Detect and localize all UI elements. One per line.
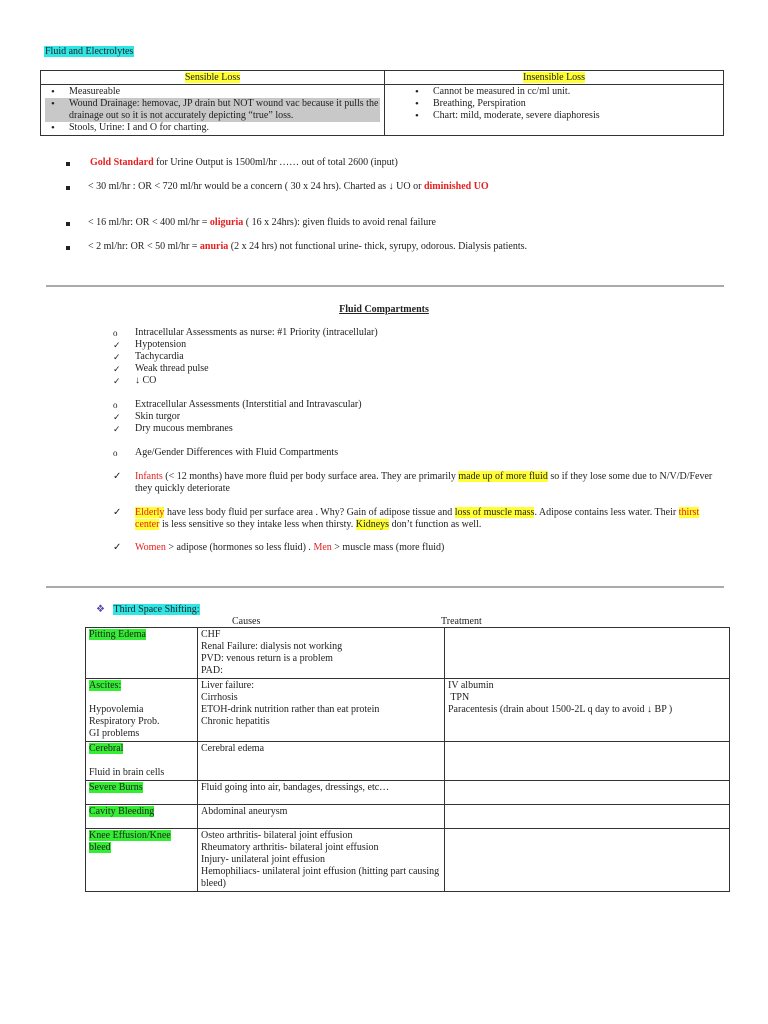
elderly-highlight-muscle: loss of muscle mass [454,507,535,518]
cause-item: Liver failure: [201,680,255,691]
table-row [86,829,730,892]
extracellular-item: Dry mucous membranes [135,423,233,434]
men-text: > muscle mass (more fluid) [331,542,445,553]
condition-cell [86,829,198,892]
loss-table [40,70,724,136]
cause-item: Cirrhosis [201,692,238,703]
urine-line-3-rest: ( 16 x 24hrs): given fluids to avoid renal failure [243,217,436,228]
insensible-cell [385,85,724,136]
table-row [86,628,730,679]
diamond-bullet-icon: ❖ [96,604,105,615]
condition-sub: Respiratory Prob. [89,716,160,727]
causes-cell [198,781,445,805]
sensible-item [45,98,380,122]
causes-label: Causes [232,616,261,627]
condition-sub: Fluid in brain cells [89,767,165,778]
treatment-item: TPN [448,692,470,703]
urine-line-3-text: < 16 ml/hr: OR < 400 ml/hr = [88,217,210,228]
cause-item: Rheumatory arthritis- bilateral joint effusion [201,842,379,853]
treatment-item: IV albumin [448,680,494,691]
treatment-item: Paracentesis (drain about 1500-2L q day to avoid ↓ BP ) [448,704,673,715]
sensible-item: • Stools, Urine: I and O for charting. [45,122,380,134]
check-icon: ✓ [113,424,121,434]
oliguria-label: oliguria [209,217,244,228]
age-gender-label: Age/Gender Differences with Fluid Compartments [135,447,339,458]
cause-item: Abdominal aneurysm [201,806,288,817]
urine-line-4 [88,241,527,252]
treatment-cell [445,628,730,679]
intracellular-item: Hypotension [135,339,187,350]
insensible-item: • Breathing, Perspiration [409,98,719,110]
condition-cell [86,679,198,742]
table-row [86,805,730,829]
cause-item: PAD: [201,665,223,676]
condition-name: Severe Burns [89,782,143,793]
extracellular-label: Extracellular Assessments (Interstitial and Intravascular) [135,399,362,410]
condition-name: Ascites: [89,680,122,691]
causes-cell [198,829,445,892]
infants-paragraph [113,471,713,495]
infants-highlight: made up of more fluid [458,471,548,482]
infants-rest: so if they lose some due to N/V/D/Fever they quickly deteriorate [135,471,713,494]
intracellular-label: Intracellular Assessments as nurse: #1 Priority (intracellular) [135,327,378,338]
treatment-cell [445,781,730,805]
condition-sub: Hypovolemia [89,704,144,715]
elderly-text-2: . Adipose contains less water. Their [534,507,679,518]
urine-line-1 [90,157,398,168]
square-bullet-icon [66,186,70,190]
condition-cell [86,628,198,679]
insensible-item: • Chart: mild, moderate, severe diaphoresis [409,110,719,122]
urine-line-4-text: < 2 ml/hr: OR < 50 ml/hr = [88,241,200,252]
elderly-highlight-kidneys: Kidneys [355,519,390,530]
causes-cell [198,742,445,781]
women-text: > adipose (hormones so less fluid) . [165,542,314,553]
table-row [86,781,730,805]
sensible-cell [41,85,385,136]
circle-bullet-icon: o [113,328,118,338]
elderly-highlight-thirst: thirst center [135,507,700,530]
divider [46,586,724,588]
anuria-label: anuria [199,241,229,252]
check-icon: ✓ [113,364,121,374]
compartments-heading: Fluid Compartments [339,304,429,315]
cause-item: Injury- unilateral joint effusion [201,854,325,865]
sensible-header: Sensible Loss [184,72,241,83]
divider [46,285,724,287]
third-space-heading-row [96,604,200,615]
cause-item: Osteo arthritis- bilateral joint effusion [201,830,353,841]
sensible-item-text: Wound Drainage: hemovac, JP drain but NOT wound vac because it pulls the drainage out so it is not accurately depicting “true” loss. [69,98,379,121]
gold-standard-label: Gold Standard [90,157,154,168]
causes-cell [198,805,445,829]
condition-cell [86,742,198,781]
cause-item: Chronic hepatitis [201,716,270,727]
elderly-text-3: is less sensitive so they intake less when thirsty. [159,519,356,530]
cause-item: CHF [201,629,221,640]
square-bullet-icon [66,246,70,250]
circle-bullet-icon: o [113,400,118,410]
cause-item: ETOH-drink nutrition rather than eat protein [201,704,380,715]
third-space-heading: Third Space Shifting: [113,604,200,615]
women-label: Women [135,542,166,553]
circle-bullet-icon: o [113,448,118,458]
table-row [86,679,730,742]
check-icon: ✓ [113,507,122,518]
square-bullet-icon [66,222,70,226]
page-title: Fluid and Electrolytes [45,46,134,57]
urine-line-4-rest: (2 x 24 hrs) not functional urine- thick, syrupy, odorous. Dialysis patients. [228,241,528,252]
sensible-header-cell [41,71,385,85]
check-icon: ✓ [113,340,121,350]
extracellular-item: Skin turgor [135,411,181,422]
elderly-paragraph [113,507,713,531]
condition-name: Cavity Bleeding [89,806,155,817]
infants-label: Infants [135,471,163,482]
diminished-uo-label: diminished UO [423,181,489,192]
check-icon: ✓ [113,471,122,482]
insensible-item: • Cannot be measured in cc/ml unit. [409,86,719,98]
cause-item: Hemophiliacs- unilateral joint effusion (hitting part causing bleed) [201,866,440,889]
condition-sub: GI problems [89,728,140,739]
men-label: Men [313,542,332,553]
causes-cell [198,679,445,742]
check-icon: ✓ [113,376,121,386]
cause-item: Cerebral edema [201,743,265,754]
treatment-cell [445,679,730,742]
cause-item: Renal Failure: dialysis not working [201,641,343,652]
insensible-header-cell [385,71,724,85]
treatment-cell [445,829,730,892]
intracellular-item: ↓ CO [135,375,157,386]
intracellular-item: Weak thread pulse [135,363,209,374]
check-icon: ✓ [113,412,121,422]
cause-item: PVD: venous return is a problem [201,653,333,664]
intracellular-item: Tachycardia [135,351,184,362]
urine-line-2-text: < 30 ml/hr : OR < 720 ml/hr would be a concern ( 30 x 24 hrs). Charted as ↓ UO or [88,181,424,192]
elderly-text-4: don’t function as well. [389,519,482,530]
treatment-cell [445,805,730,829]
cause-item: Fluid going into air, bandages, dressings, etc… [201,782,390,793]
urine-line-3 [88,217,436,228]
condition-cell [86,781,198,805]
check-icon: ✓ [113,542,122,553]
causes-cell [198,628,445,679]
condition-name: Knee Effusion/Knee bleed [89,830,171,853]
table-row [86,742,730,781]
check-icon: ✓ [113,352,121,362]
sensible-item: • Measureable [45,86,380,98]
elderly-label: Elderly [135,507,165,518]
urine-line-1-text: for Urine Output is 1500ml/hr …… out of total 2600 (input) [153,157,398,168]
infants-text: (< 12 months) have more fluid per body surface area. They are primarily [162,471,459,482]
square-bullet-icon [66,162,70,166]
third-space-table [85,627,730,892]
insensible-header: Insensible Loss [523,72,585,83]
condition-name: Pitting Edema [89,629,146,640]
gender-paragraph [113,542,713,554]
condition-name: Cerebral [89,743,124,754]
urine-line-2 [88,181,489,192]
elderly-text: have less body fluid per surface area . Why? Gain of adipose tissue and [164,507,455,518]
condition-cell [86,805,198,829]
treatment-label: Treatment [441,616,482,627]
treatment-cell [445,742,730,781]
